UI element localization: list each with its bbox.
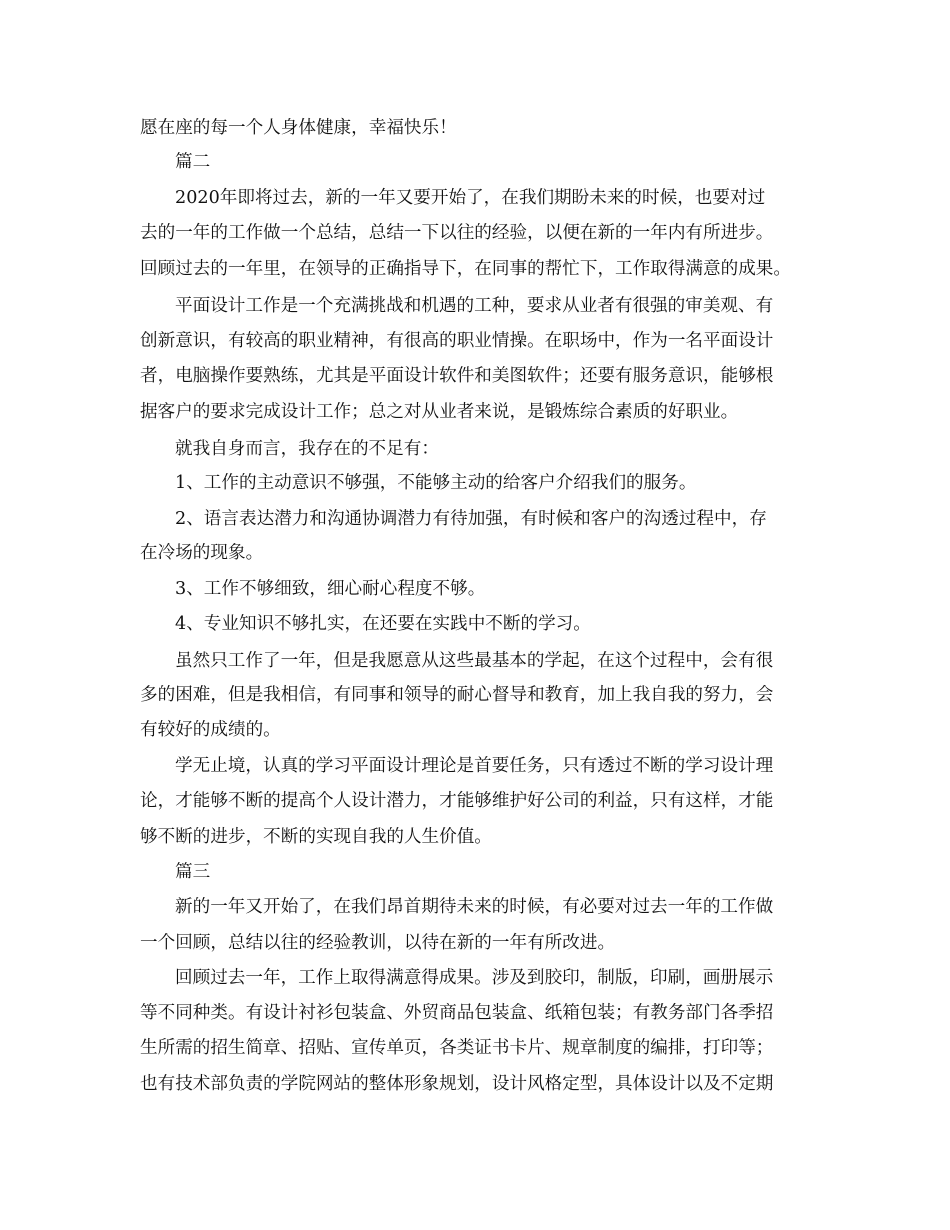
text-line: 一个回顾，总结以往的经验教训，以待在新的一年有所改进。 xyxy=(140,933,616,953)
text-line: 回顾过去一年，工作上取得满意得成果。涉及到胶印，制版，印刷，画册展示 xyxy=(175,968,774,988)
text-line: 虽然只工作了一年，但是我愿意从这些最基本的学起，在这个过程中，会有很 xyxy=(175,651,774,671)
text-line: 愿在座的每一个人身体健康，幸福快乐！ xyxy=(140,118,457,138)
text-line: 回顾过去的一年里，在领导的正确指导下，在同事的帮忙下，工作取得满意的成果。 xyxy=(140,259,791,279)
text-line: 也有技术部负责的学院网站的整体形象规划，设计风格定型，具体设计以及不定期 xyxy=(140,1074,774,1094)
text-line: 多的困难，但是我相信，有同事和领导的耐心督导和教育，加上我自我的努力，会 xyxy=(140,685,774,705)
text-line: 有较好的成绩的。 xyxy=(140,720,281,740)
text-line: 等不同种类。有设计衬衫包装盒、外贸商品包装盒、纸箱包装；有教务部门各季招 xyxy=(140,1003,774,1023)
text-line: 据客户的要求完成设计工作；总之对从业者来说，是锻炼综合素质的好职业。 xyxy=(140,402,739,422)
list-item: 3、工作不够细致，细心耐心程度不够。 xyxy=(175,579,486,599)
text-line: 论，才能够不断的提高个人设计潜力，才能够维护好公司的利益，只有这样，才能 xyxy=(140,791,774,811)
text-line: 平面设计工作是一个充满挑战和机遇的工种，要求从业者有很强的审美观、有 xyxy=(175,296,774,316)
text-line: 够不断的进步，不断的实现自我的人生价值。 xyxy=(140,827,492,847)
list-item: 1、工作的主动意识不够强，不能够主动的给客户介绍我们的服务。 xyxy=(175,473,697,493)
list-item: 2、语言表达潜力和沟通协调潜力有待加强，有时候和客户的沟透过程中，存 xyxy=(175,509,767,529)
text-line: 新的一年又开始了，在我们昂首期待未来的时候，有必要对过去一年的工作做 xyxy=(175,897,774,917)
section-heading: 篇三 xyxy=(175,862,211,882)
text-line: 在冷场的现象。 xyxy=(140,543,264,563)
section-heading: 篇二 xyxy=(175,152,211,172)
text-line: 去的一年的工作做一个总结，总结一下以往的经验，以便在新的一年内有所进步。 xyxy=(140,223,774,243)
list-item: 4、专业知识不够扎实，在还要在实践中不断的学习。 xyxy=(175,614,591,634)
text-line: 学无止境，认真的学习平面设计理论是首要任务，只有透过不断的学习设计理 xyxy=(175,756,774,776)
text-line: 创新意识，有较高的职业精神，有很高的职业情操。在职场中，作为一名平面设计 xyxy=(140,331,774,351)
text-line: 生所需的招生简章、招贴、宣传单页，各类证书卡片、规章制度的编排，打印等； xyxy=(140,1038,774,1058)
text-line: 就我自身而言，我存在的不足有： xyxy=(175,439,439,459)
text-line: 者，电脑操作要熟练，尤其是平面设计软件和美图软件；还要有服务意识，能够根 xyxy=(140,366,774,386)
text-line: 2020年即将过去，新的一年又要开始了，在我们期盼未来的时候，也要对过 xyxy=(175,188,766,208)
